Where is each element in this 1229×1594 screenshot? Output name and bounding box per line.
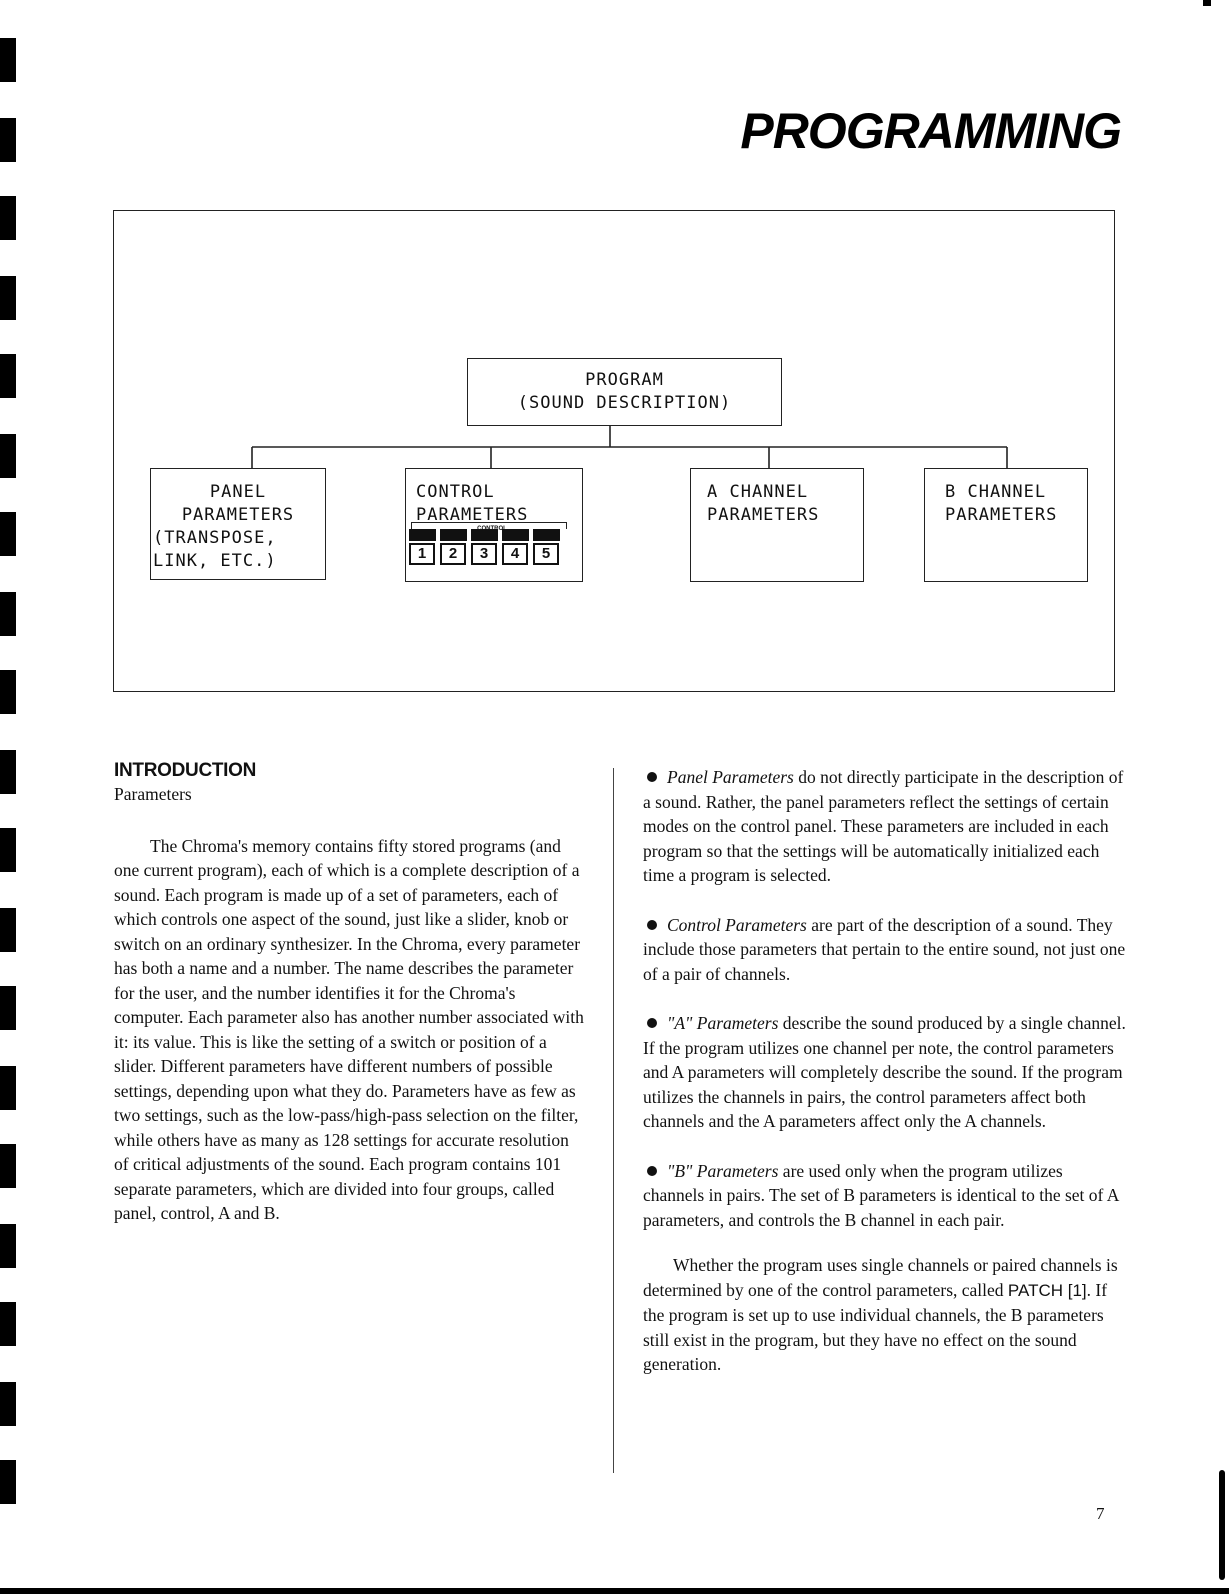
page-edge-bottom bbox=[0, 1588, 1229, 1594]
bullet-text: are used only when the program utilizes channels in pairs. The set of B parameters is identical to the set of A parameters, and controls the B channel in each pair. bbox=[643, 1160, 1119, 1230]
bullet-term: Panel Parameters bbox=[667, 767, 794, 787]
control-button-number: 2 bbox=[440, 543, 466, 565]
b-box-line: B CHANNEL bbox=[945, 482, 1047, 502]
led-indicator-icon bbox=[471, 529, 498, 541]
patch-parameter: PATCH [1] bbox=[1007, 1280, 1087, 1300]
intro-paragraph: The Chroma's memory contains fifty stored programs (and one current program), each of which is a complete description of a sound. Each program is made up of a set of parameters, each of which controls one aspect of the sound, just like a slider, knob or switch on an ordinary synthesizer. In the Chroma, every parameter has both a name and a number. The name describes the parameter for the user, and the number identifies it for the Chroma's computer. Each parameter also has another number associated with it: its value. This is like the setting of a switch or position of a slider. Different parameters have different numbers of possible settings, depending upon what they do. Parameters have as few as two settings, such as the low-pass/high-pass selection on the filter, while others have as many as 128 settings for accurate resolution of critical adjustments of the sound. Each program contains 101 separate parameters, which are divided into four groups, called panel, control, A and B. bbox=[114, 835, 584, 1223]
program-box-line: (SOUND DESCRIPTION) bbox=[517, 393, 732, 413]
control-button-4 bbox=[502, 529, 529, 565]
bullet-icon bbox=[647, 1166, 657, 1176]
control-button-2 bbox=[440, 529, 467, 565]
closing-paragraph bbox=[643, 1253, 1127, 1377]
page-edge-right bbox=[1219, 1470, 1225, 1580]
scan-corner-mark bbox=[1203, 0, 1211, 6]
control-parameters-box bbox=[405, 468, 583, 582]
diagram-connectors bbox=[114, 211, 1114, 691]
control-button-5 bbox=[533, 529, 560, 565]
control-button-number: 4 bbox=[502, 543, 528, 565]
page-title: PROGRAMMING bbox=[740, 103, 1121, 159]
bullet-icon bbox=[647, 920, 657, 930]
control-button-3 bbox=[471, 529, 498, 565]
bullet-text: do not directly participate in the description of a sound. Rather, the panel parameters reflect the settings of certain modes on the control panel. These parameters are included in each program so that the settings will be automatically initialized each time a program is selected. bbox=[643, 767, 1124, 885]
panel-box-line: PANEL bbox=[209, 482, 267, 502]
closing-text: Whether the program uses single channels or paired channels is determined by one of the control parameters, called bbox=[643, 1255, 1118, 1300]
control-box-line: CONTROL bbox=[416, 482, 495, 502]
bullet-a-parameters bbox=[643, 1011, 1127, 1134]
section-heading: INTRODUCTION bbox=[114, 760, 257, 781]
a-channel-parameters-box bbox=[690, 468, 864, 582]
program-box bbox=[467, 358, 782, 426]
led-indicator-icon bbox=[440, 529, 467, 541]
led-indicator-icon bbox=[502, 529, 529, 541]
panel-box-line: LINK, ETC.) bbox=[153, 551, 277, 571]
panel-box-line: (TRANSPOSE, bbox=[153, 528, 277, 548]
b-channel-parameters-box bbox=[924, 468, 1088, 582]
panel-box-line: PARAMETERS bbox=[181, 505, 295, 525]
control-box-line: PARAMETERS bbox=[416, 505, 529, 525]
control-button-1 bbox=[409, 529, 436, 565]
bullet-control-parameters bbox=[643, 913, 1127, 987]
bullet-term: "B" Parameters bbox=[667, 1160, 779, 1181]
program-structure-diagram bbox=[113, 210, 1115, 692]
bullet-text: describe the sound produced by a single channel. If the program utilizes one channel per note, the control parameters and A parameters will completely describe the sound. If the program utilizes the channels in pairs, the control parameters affect both channels and the A parameters affect only the A channels. bbox=[643, 1013, 1126, 1131]
bullet-term: "A" Parameters bbox=[667, 1013, 779, 1033]
bullet-term: Control Parameters bbox=[667, 914, 807, 935]
a-box-line: A CHANNEL bbox=[707, 482, 809, 502]
subheading: Parameters bbox=[114, 784, 192, 804]
left-column bbox=[114, 760, 584, 1226]
led-indicator-icon bbox=[409, 529, 436, 541]
bullet-b-parameters bbox=[643, 1159, 1127, 1233]
control-button-number: 1 bbox=[409, 543, 435, 565]
control-button-number: 3 bbox=[471, 543, 497, 565]
bullet-panel-parameters bbox=[643, 765, 1127, 888]
panel-parameters-box bbox=[150, 468, 326, 580]
right-column bbox=[643, 765, 1127, 1377]
page-number: 7 bbox=[1096, 1504, 1105, 1523]
bullet-icon bbox=[647, 772, 657, 782]
closing-text: . If the program is set up to use individual channels, the B parameters still exist in the program, but they have no effect on the sound generation. bbox=[643, 1279, 1108, 1374]
control-button-number: 5 bbox=[533, 543, 559, 565]
led-indicator-icon bbox=[533, 529, 560, 541]
bullet-text: are part of the description of a sound. They include those parameters that pertain to the entire sound, not just one of a pair of channels. bbox=[643, 914, 1126, 984]
column-divider bbox=[613, 768, 614, 1473]
b-box-line: PARAMETERS bbox=[945, 505, 1058, 525]
program-box-line: PROGRAM bbox=[585, 370, 664, 390]
a-box-line: PARAMETERS bbox=[707, 505, 820, 525]
bullet-icon bbox=[647, 1018, 657, 1028]
